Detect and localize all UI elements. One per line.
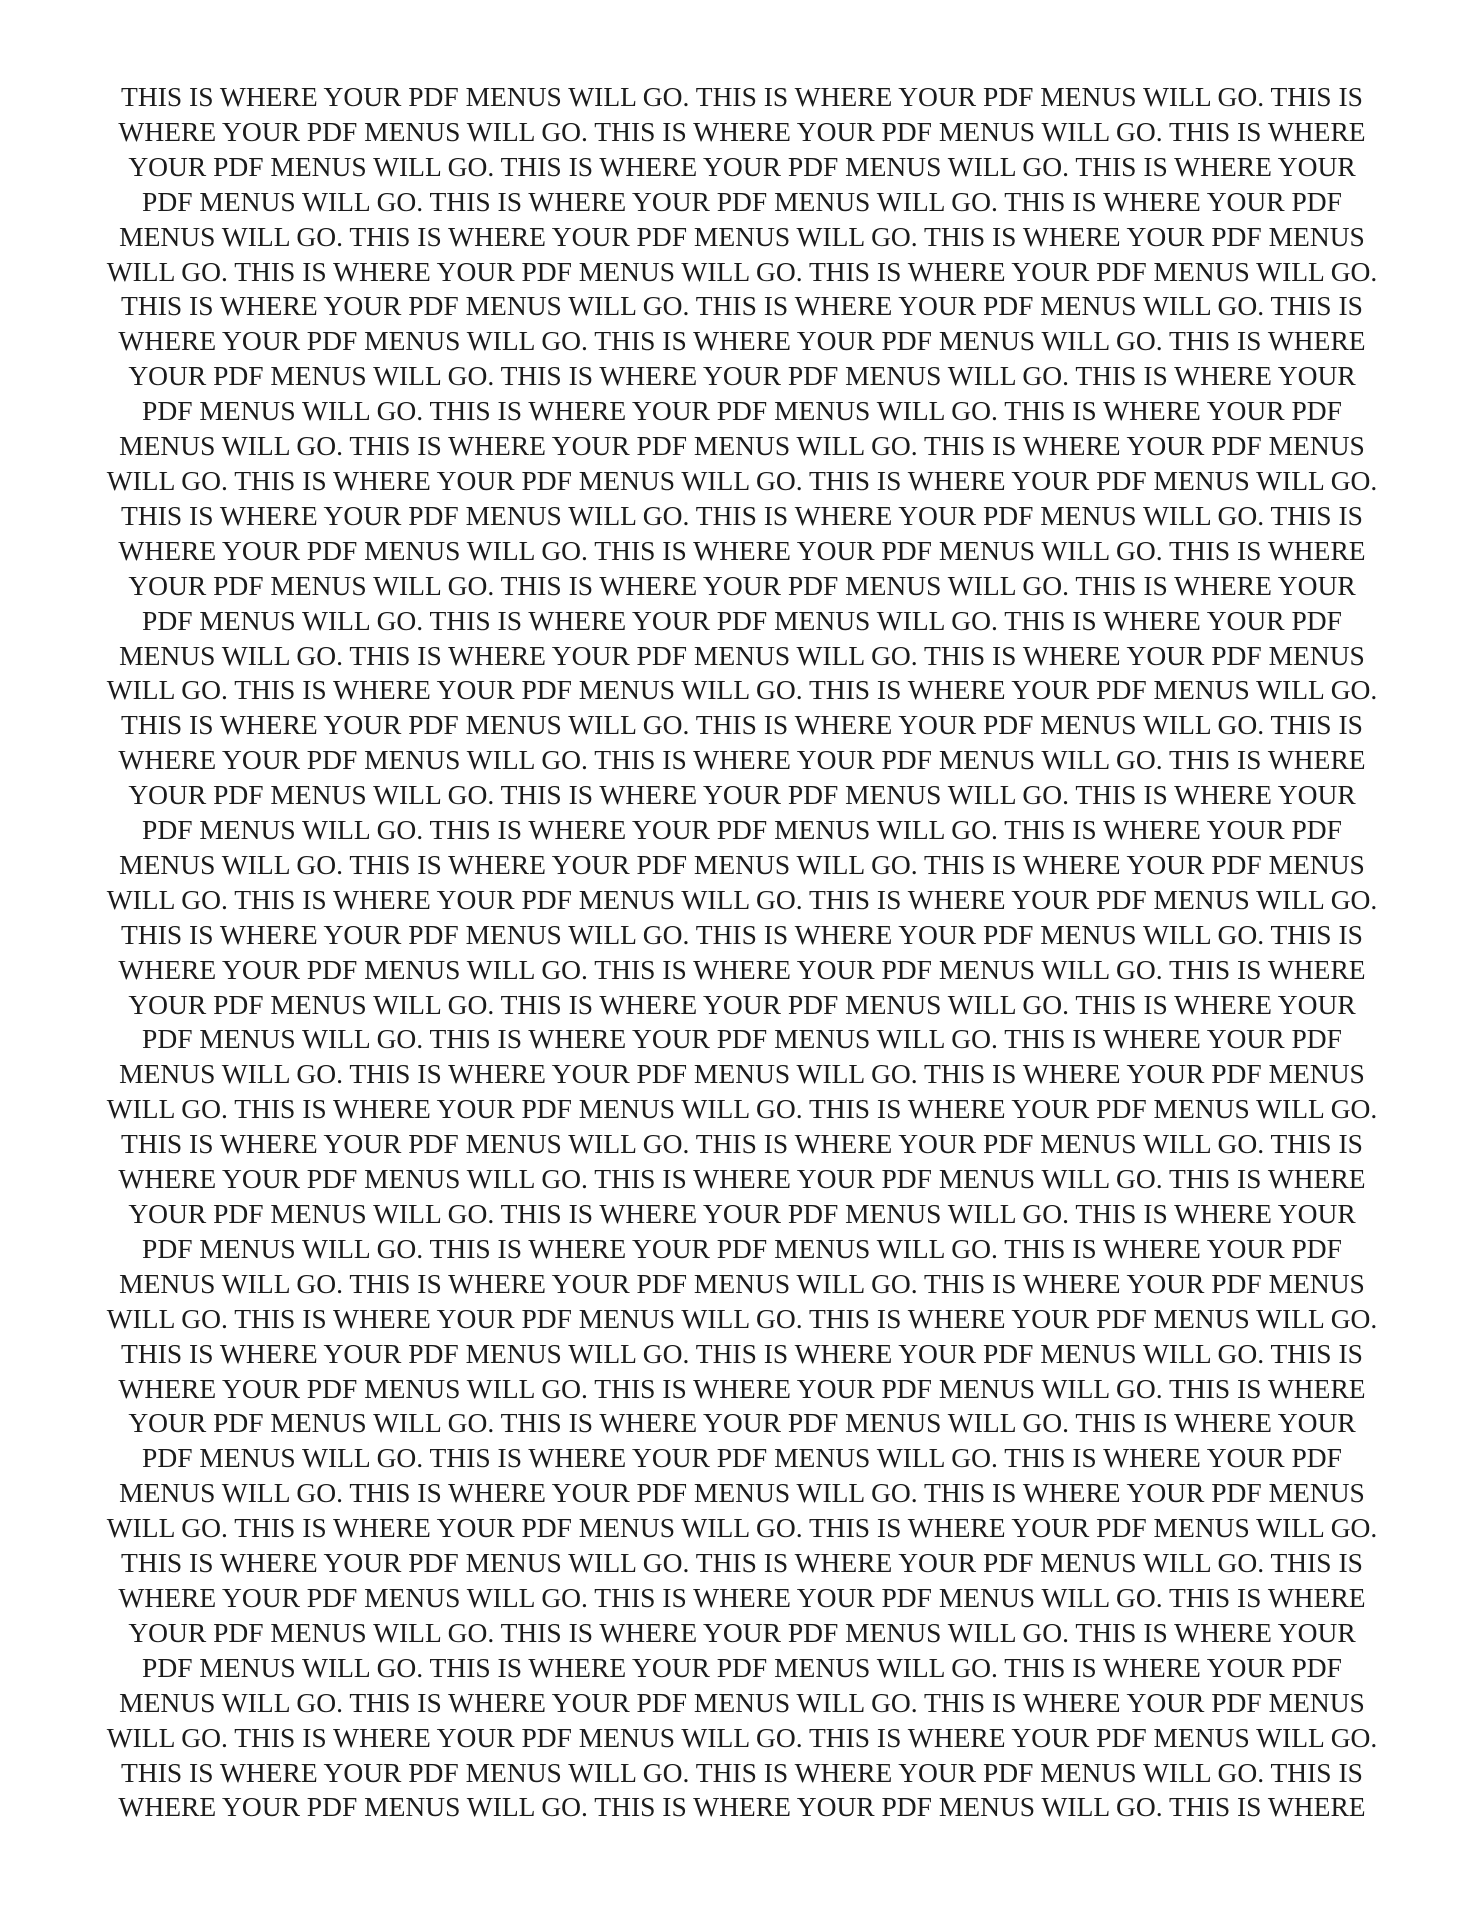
placeholder-text-line: WHERE YOUR PDF MENUS WILL GO. THIS IS WHERE YOUR PDF MENUS WILL GO. THIS IS WHERE — [118, 953, 1366, 985]
placeholder-text-line: PDF MENUS WILL GO. THIS IS WHERE YOUR PDF MENUS WILL GO. THIS IS WHERE YOUR PDF — [142, 604, 1342, 636]
placeholder-text-line: THIS IS WHERE YOUR PDF MENUS WILL GO. THIS IS WHERE YOUR PDF MENUS WILL GO. THIS IS — [121, 918, 1363, 950]
placeholder-text-line: PDF MENUS WILL GO. THIS IS WHERE YOUR PDF MENUS WILL GO. THIS IS WHERE YOUR PDF — [142, 1232, 1342, 1264]
placeholder-text-line: YOUR PDF MENUS WILL GO. THIS IS WHERE YOUR PDF MENUS WILL GO. THIS IS WHERE YOUR — [128, 779, 1356, 811]
placeholder-text-line: YOUR PDF MENUS WILL GO. THIS IS WHERE YOUR PDF MENUS WILL GO. THIS IS WHERE YOUR — [128, 360, 1356, 392]
placeholder-text-line: WHERE YOUR PDF MENUS WILL GO. THIS IS WHERE YOUR PDF MENUS WILL GO. THIS IS WHERE — [118, 534, 1366, 566]
placeholder-text-line: PDF MENUS WILL GO. THIS IS WHERE YOUR PDF MENUS WILL GO. THIS IS WHERE YOUR PDF — [142, 395, 1342, 427]
placeholder-text-line: MENUS WILL GO. THIS IS WHERE YOUR PDF MENUS WILL GO. THIS IS WHERE YOUR PDF MENUS — [119, 848, 1365, 880]
placeholder-text-line: YOUR PDF MENUS WILL GO. THIS IS WHERE YOUR PDF MENUS WILL GO. THIS IS WHERE YOUR — [128, 1407, 1356, 1439]
placeholder-text-line: WHERE YOUR PDF MENUS WILL GO. THIS IS WHERE YOUR PDF MENUS WILL GO. THIS IS WHERE — [118, 1581, 1366, 1613]
placeholder-text-line: THIS IS WHERE YOUR PDF MENUS WILL GO. THIS IS WHERE YOUR PDF MENUS WILL GO. THIS IS — [121, 290, 1363, 322]
placeholder-text-line: WHERE YOUR PDF MENUS WILL GO. THIS IS WHERE YOUR PDF MENUS WILL GO. THIS IS WHERE — [118, 115, 1366, 147]
placeholder-text-line: MENUS WILL GO. THIS IS WHERE YOUR PDF MENUS WILL GO. THIS IS WHERE YOUR PDF MENUS — [119, 1267, 1365, 1299]
placeholder-text-line: PDF MENUS WILL GO. THIS IS WHERE YOUR PDF MENUS WILL GO. THIS IS WHERE YOUR PDF — [142, 1442, 1342, 1474]
placeholder-text-line: YOUR PDF MENUS WILL GO. THIS IS WHERE YOUR PDF MENUS WILL GO. THIS IS WHERE YOUR — [128, 569, 1356, 601]
placeholder-text-line: WHERE YOUR PDF MENUS WILL GO. THIS IS WHERE YOUR PDF MENUS WILL GO. THIS IS WHERE — [118, 1163, 1366, 1195]
placeholder-text-line: MENUS WILL GO. THIS IS WHERE YOUR PDF MENUS WILL GO. THIS IS WHERE YOUR PDF MENUS — [119, 430, 1365, 462]
placeholder-text-line: PDF MENUS WILL GO. THIS IS WHERE YOUR PDF MENUS WILL GO. THIS IS WHERE YOUR PDF — [142, 185, 1342, 217]
placeholder-text-line: WILL GO. THIS IS WHERE YOUR PDF MENUS WILL GO. THIS IS WHERE YOUR PDF MENUS WILL GO. — [106, 1512, 1378, 1544]
placeholder-text-line: PDF MENUS WILL GO. THIS IS WHERE YOUR PDF MENUS WILL GO. THIS IS WHERE YOUR PDF — [142, 1023, 1342, 1055]
placeholder-text-line: YOUR PDF MENUS WILL GO. THIS IS WHERE YOUR PDF MENUS WILL GO. THIS IS WHERE YOUR — [128, 150, 1356, 182]
placeholder-text-line: MENUS WILL GO. THIS IS WHERE YOUR PDF MENUS WILL GO. THIS IS WHERE YOUR PDF MENUS — [119, 1686, 1365, 1718]
placeholder-text-line: WILL GO. THIS IS WHERE YOUR PDF MENUS WILL GO. THIS IS WHERE YOUR PDF MENUS WILL GO. — [106, 1093, 1378, 1125]
placeholder-text-line: WILL GO. THIS IS WHERE YOUR PDF MENUS WILL GO. THIS IS WHERE YOUR PDF MENUS WILL GO. — [106, 883, 1378, 915]
placeholder-text-line: THIS IS WHERE YOUR PDF MENUS WILL GO. THIS IS WHERE YOUR PDF MENUS WILL GO. THIS IS — [121, 81, 1363, 112]
placeholder-text-line: WILL GO. THIS IS WHERE YOUR PDF MENUS WILL GO. THIS IS WHERE YOUR PDF MENUS WILL GO. — [106, 674, 1378, 706]
placeholder-text-line: THIS IS WHERE YOUR PDF MENUS WILL GO. THIS IS WHERE YOUR PDF MENUS WILL GO. THIS IS — [121, 1756, 1363, 1788]
placeholder-text-line: PDF MENUS WILL GO. THIS IS WHERE YOUR PDF MENUS WILL GO. THIS IS WHERE YOUR PDF — [142, 1651, 1342, 1683]
placeholder-text-line: PDF MENUS WILL GO. THIS IS WHERE YOUR PDF MENUS WILL GO. THIS IS WHERE YOUR PDF — [142, 814, 1342, 846]
placeholder-text-line: YOUR PDF MENUS WILL GO. THIS IS WHERE YOUR PDF MENUS WILL GO. THIS IS WHERE YOUR — [128, 1616, 1356, 1648]
placeholder-text-line: MENUS WILL GO. THIS IS WHERE YOUR PDF MENUS WILL GO. THIS IS WHERE YOUR PDF MENUS — [119, 1477, 1365, 1509]
placeholder-text-line: WILL GO. THIS IS WHERE YOUR PDF MENUS WILL GO. THIS IS WHERE YOUR PDF MENUS WILL GO. — [106, 464, 1378, 496]
placeholder-text-line: THIS IS WHERE YOUR PDF MENUS WILL GO. THIS IS WHERE YOUR PDF MENUS WILL GO. THIS IS — [121, 1128, 1363, 1160]
placeholder-text-line: THIS IS WHERE YOUR PDF MENUS WILL GO. THIS IS WHERE YOUR PDF MENUS WILL GO. THIS IS — [121, 1337, 1363, 1369]
placeholder-text-line: WILL GO. THIS IS WHERE YOUR PDF MENUS WILL GO. THIS IS WHERE YOUR PDF MENUS WILL GO. — [106, 1721, 1378, 1753]
placeholder-text-line: WHERE YOUR PDF MENUS WILL GO. THIS IS WHERE YOUR PDF MENUS WILL GO. THIS IS WHERE — [118, 744, 1366, 776]
placeholder-text-line: WILL GO. THIS IS WHERE YOUR PDF MENUS WILL GO. THIS IS WHERE YOUR PDF MENUS WILL GO. — [106, 255, 1378, 287]
placeholder-text-line: WHERE YOUR PDF MENUS WILL GO. THIS IS WHERE YOUR PDF MENUS WILL GO. THIS IS WHERE — [118, 1372, 1366, 1404]
placeholder-text-line: THIS IS WHERE YOUR PDF MENUS WILL GO. THIS IS WHERE YOUR PDF MENUS WILL GO. THIS IS — [121, 499, 1363, 531]
placeholder-text-line: MENUS WILL GO. THIS IS WHERE YOUR PDF MENUS WILL GO. THIS IS WHERE YOUR PDF MENUS — [119, 220, 1365, 252]
placeholder-text-line: YOUR PDF MENUS WILL GO. THIS IS WHERE YOUR PDF MENUS WILL GO. THIS IS WHERE YOUR — [128, 1198, 1356, 1229]
placeholder-text-line: THIS IS WHERE YOUR PDF MENUS WILL GO. THIS IS WHERE YOUR PDF MENUS WILL GO. THIS IS — [121, 709, 1363, 741]
placeholder-text-block — [80, 80, 1404, 1825]
placeholder-text-line: THIS IS WHERE YOUR PDF MENUS WILL GO. THIS IS WHERE YOUR PDF MENUS WILL GO. THIS IS — [121, 1547, 1363, 1579]
placeholder-text-line: WILL GO. THIS IS WHERE YOUR PDF MENUS WILL GO. THIS IS WHERE YOUR PDF MENUS WILL GO. — [106, 1302, 1378, 1334]
placeholder-text-line: MENUS WILL GO. THIS IS WHERE YOUR PDF MENUS WILL GO. THIS IS WHERE YOUR PDF MENUS — [119, 1058, 1365, 1090]
placeholder-text-line: MENUS WILL GO. THIS IS WHERE YOUR PDF MENUS WILL GO. THIS IS WHERE YOUR PDF MENUS — [119, 639, 1365, 671]
placeholder-text-line: WHERE YOUR PDF MENUS WILL GO. THIS IS WHERE YOUR PDF MENUS WILL GO. THIS IS WHERE — [118, 1791, 1366, 1823]
placeholder-text-line: YOUR PDF MENUS WILL GO. THIS IS WHERE YOUR PDF MENUS WILL GO. THIS IS WHERE YOUR — [128, 988, 1356, 1020]
placeholder-text-line: WHERE YOUR PDF MENUS WILL GO. THIS IS WHERE YOUR PDF MENUS WILL GO. THIS IS WHERE — [118, 325, 1366, 357]
